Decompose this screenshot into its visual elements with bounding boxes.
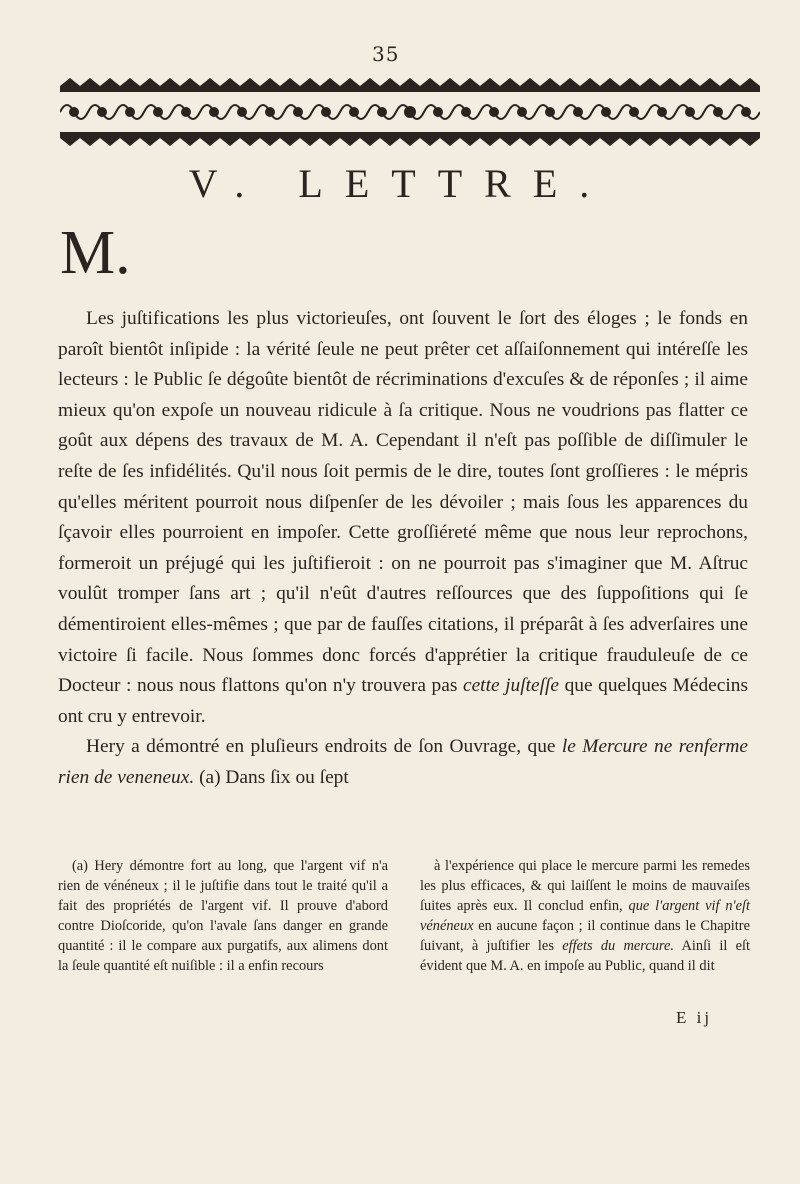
paragraph-2-text: Hery a démontré en pluſieurs endroits de ſon Ouvrage, que <box>86 736 556 758</box>
paragraph-1 <box>58 304 748 732</box>
footnote-text-1: à l'expérience qui place le mercure parmi les remedes les plus efficaces, & qui laiſſent le moins de mauvaiſes ſuites après eux. Il conclud enfin, <box>420 858 750 914</box>
footnote-a-continued <box>420 856 750 976</box>
paragraph-1-italic: cette juſteſſe <box>462 675 559 697</box>
footnote-text-3: Ainſi il eſt évident que M. A. en impoſe au Public, quand il dit <box>420 938 750 974</box>
paragraph-1-text: Les juſtifications les plus victorieuſes, ont ſouvent le ſort des éloges ; le fonds en paroît bientôt inſipide : la vérité ſeule ne peut prêter cet aſſaiſonnement qui intéreſſe les lecteurs : le Public ſe dégoûte bientôt de récriminations d'excuſes & de réponſes ; il aime mieux qu'on expoſe un nouveau ridicule à ſa critique. Nous ne voudrions pas flatter ce goût aux dépens des travaux de M. A. Cependant il n'eſt pas poſſible de diſſimuler le reſte de ſes infidélités. Qu'il nous ſoit permis de le dire, toutes ſont groſſieres : le mépris qu'elles méritent pourroit nous diſpenſer de les dévoiler ; mais ſous les apparences du ſçavoir elles pourroient en impoſer. Cette groſſiéreté même que nous leur reprochons, formeroit un préjugé qui les juſtifieroit : on ne pourroit pas s'imaginer que M. Aſtruc voulût tromper ſans art ; qu'il n'eût d'autres reſſources que des ſuppoſitions qui ſe démentiroient elles-mêmes ; que par de fauſſes citations, il préparât à ſes adverſaires une victoire ſi facile. Nous ſommes donc forcés d'apprétier la critique frauduleuſe de ce Docteur : nous nous flattons qu'on n'y trouvera pas <box>58 308 748 697</box>
paragraph-2-italic: le Mercure ne renferme rien de veneneux. <box>58 736 748 788</box>
decorative-header-ornament <box>60 76 760 148</box>
main-text <box>58 304 748 794</box>
footnote-italic-1: que l'argent vif n'eſt vénéneux <box>420 898 750 934</box>
letter-heading: V. LETTRE. <box>188 161 612 206</box>
printer-signature-mark: E ij <box>676 1008 713 1027</box>
page-number: 35 <box>372 42 400 66</box>
footnotes <box>58 856 750 976</box>
footnote-italic-2: effets du mercure. <box>562 938 674 954</box>
footnote-a: (a) Hery démontre fort au long, que l'argent vif n'a rien de vénéneux ; il le juſtifie dans tout le traité qu'il a fait des propriétés de l'argent vif. Il prouve d'abord contre Dioſcoride, qu'on l'avale ſans danger en grande quantité : il le compare aux purgatifs, aux alimens dont la ſeule quantité eſt nuiſible : il a enfin recours <box>58 858 388 974</box>
paragraph-1-end: que quelques Médecins ont cru y entrevoir. <box>58 675 749 727</box>
footnote-left-column <box>58 856 388 976</box>
paragraph-2 <box>58 732 748 793</box>
paragraph-2-end: (a) Dans ſix ou ſept <box>199 766 349 788</box>
drop-cap-initial: M. <box>60 219 131 287</box>
footnote-text-2: en aucune façon ; il continue dans le Chapitre ſuivant, à juſtifier les <box>420 918 750 954</box>
footnote-right-column <box>420 856 750 976</box>
